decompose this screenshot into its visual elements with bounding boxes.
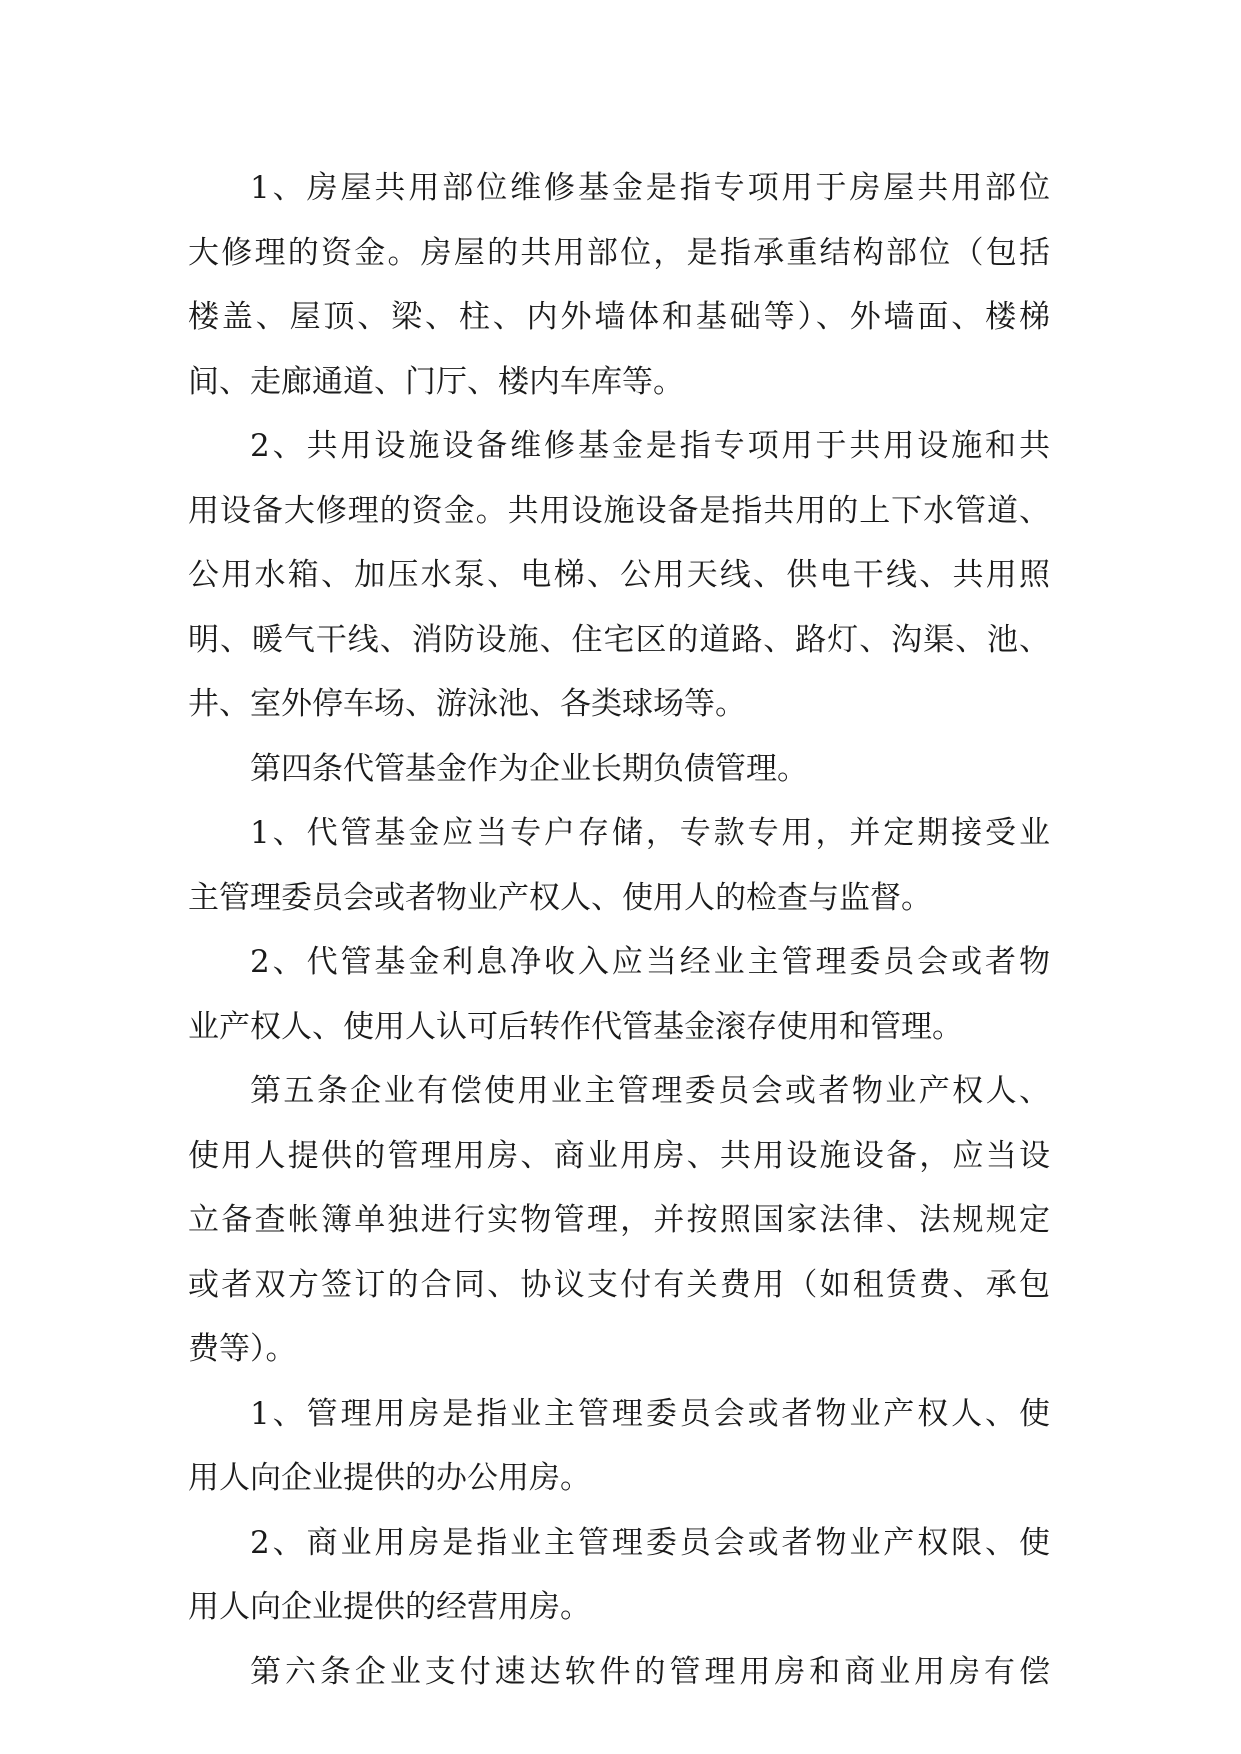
paragraph-line: 大修理的资金。房屋的共用部位，是指承重结构部位（包括 — [188, 234, 1050, 271]
paragraph-line: 用人向企业提供的办公用房。 — [188, 1460, 591, 1496]
article-heading: 第五条企业有偿使用业主管理委员会或者物业产权人、 — [250, 1073, 1050, 1109]
paragraph-line: 用设备大修理的资金。共用设施设备是指共用的上下水管道、 — [188, 492, 1050, 529]
paragraph-line: 2、代管基金利息净收入应当经业主管理委员会或者物 — [250, 944, 1050, 980]
paragraph-line: 公用水箱、加压水泵、电梯、公用天线、供电干线、共用照 — [188, 557, 1050, 593]
paragraph-line: 1、代管基金应当专户存储，专款专用，并定期接受业 — [250, 815, 1050, 851]
paragraph-line: 主管理委员会或者物业产权人、使用人的检查与监督。 — [188, 879, 932, 916]
paragraph-line: 立备查帐簿单独进行实物管理，并按照国家法律、法规规定 — [188, 1202, 1050, 1238]
paragraph-line: 2、商业用房是指业主管理委员会或者物业产权限、使 — [250, 1524, 1050, 1561]
document-page — [188, 156, 1050, 1704]
paragraph-line: 1、管理用房是指业主管理委员会或者物业产权人、使 — [250, 1395, 1050, 1432]
paragraph-line: 1、房屋共用部位维修基金是指专项用于房屋共用部位 — [250, 170, 1050, 206]
paragraph-line: 或者双方签订的合同、协议支付有关费用（如租赁费、承包 — [188, 1266, 1050, 1303]
paragraph-line: 明、暖气干线、消防设施、住宅区的道路、路灯、沟渠、池、 — [188, 621, 1050, 658]
article-heading: 第四条代管基金作为企业长期负债管理。 — [250, 750, 808, 787]
paragraph-line: 楼盖、屋顶、梁、柱、内外墙体和基础等）、外墙面、楼梯 — [188, 299, 1050, 335]
paragraph-line: 业产权人、使用人认可后转作代管基金滚存使用和管理。 — [188, 1008, 963, 1045]
paragraph-line: 间、走廊通道、门厅、楼内车库等。 — [188, 363, 684, 400]
paragraph-line: 用人向企业提供的经营用房。 — [188, 1589, 591, 1625]
paragraph-line: 费等）。 — [188, 1331, 297, 1367]
paragraph-line: 使用人提供的管理用房、商业用房、共用设施设备，应当设 — [188, 1137, 1050, 1174]
paragraph-line: 2、共用设施设备维修基金是指专项用于共用设施和共 — [250, 428, 1050, 464]
article-heading: 第六条企业支付速达软件的管理用房和商业用房有偿 — [250, 1653, 1050, 1690]
paragraph-line: 井、室外停车场、游泳池、各类球场等。 — [188, 686, 746, 722]
